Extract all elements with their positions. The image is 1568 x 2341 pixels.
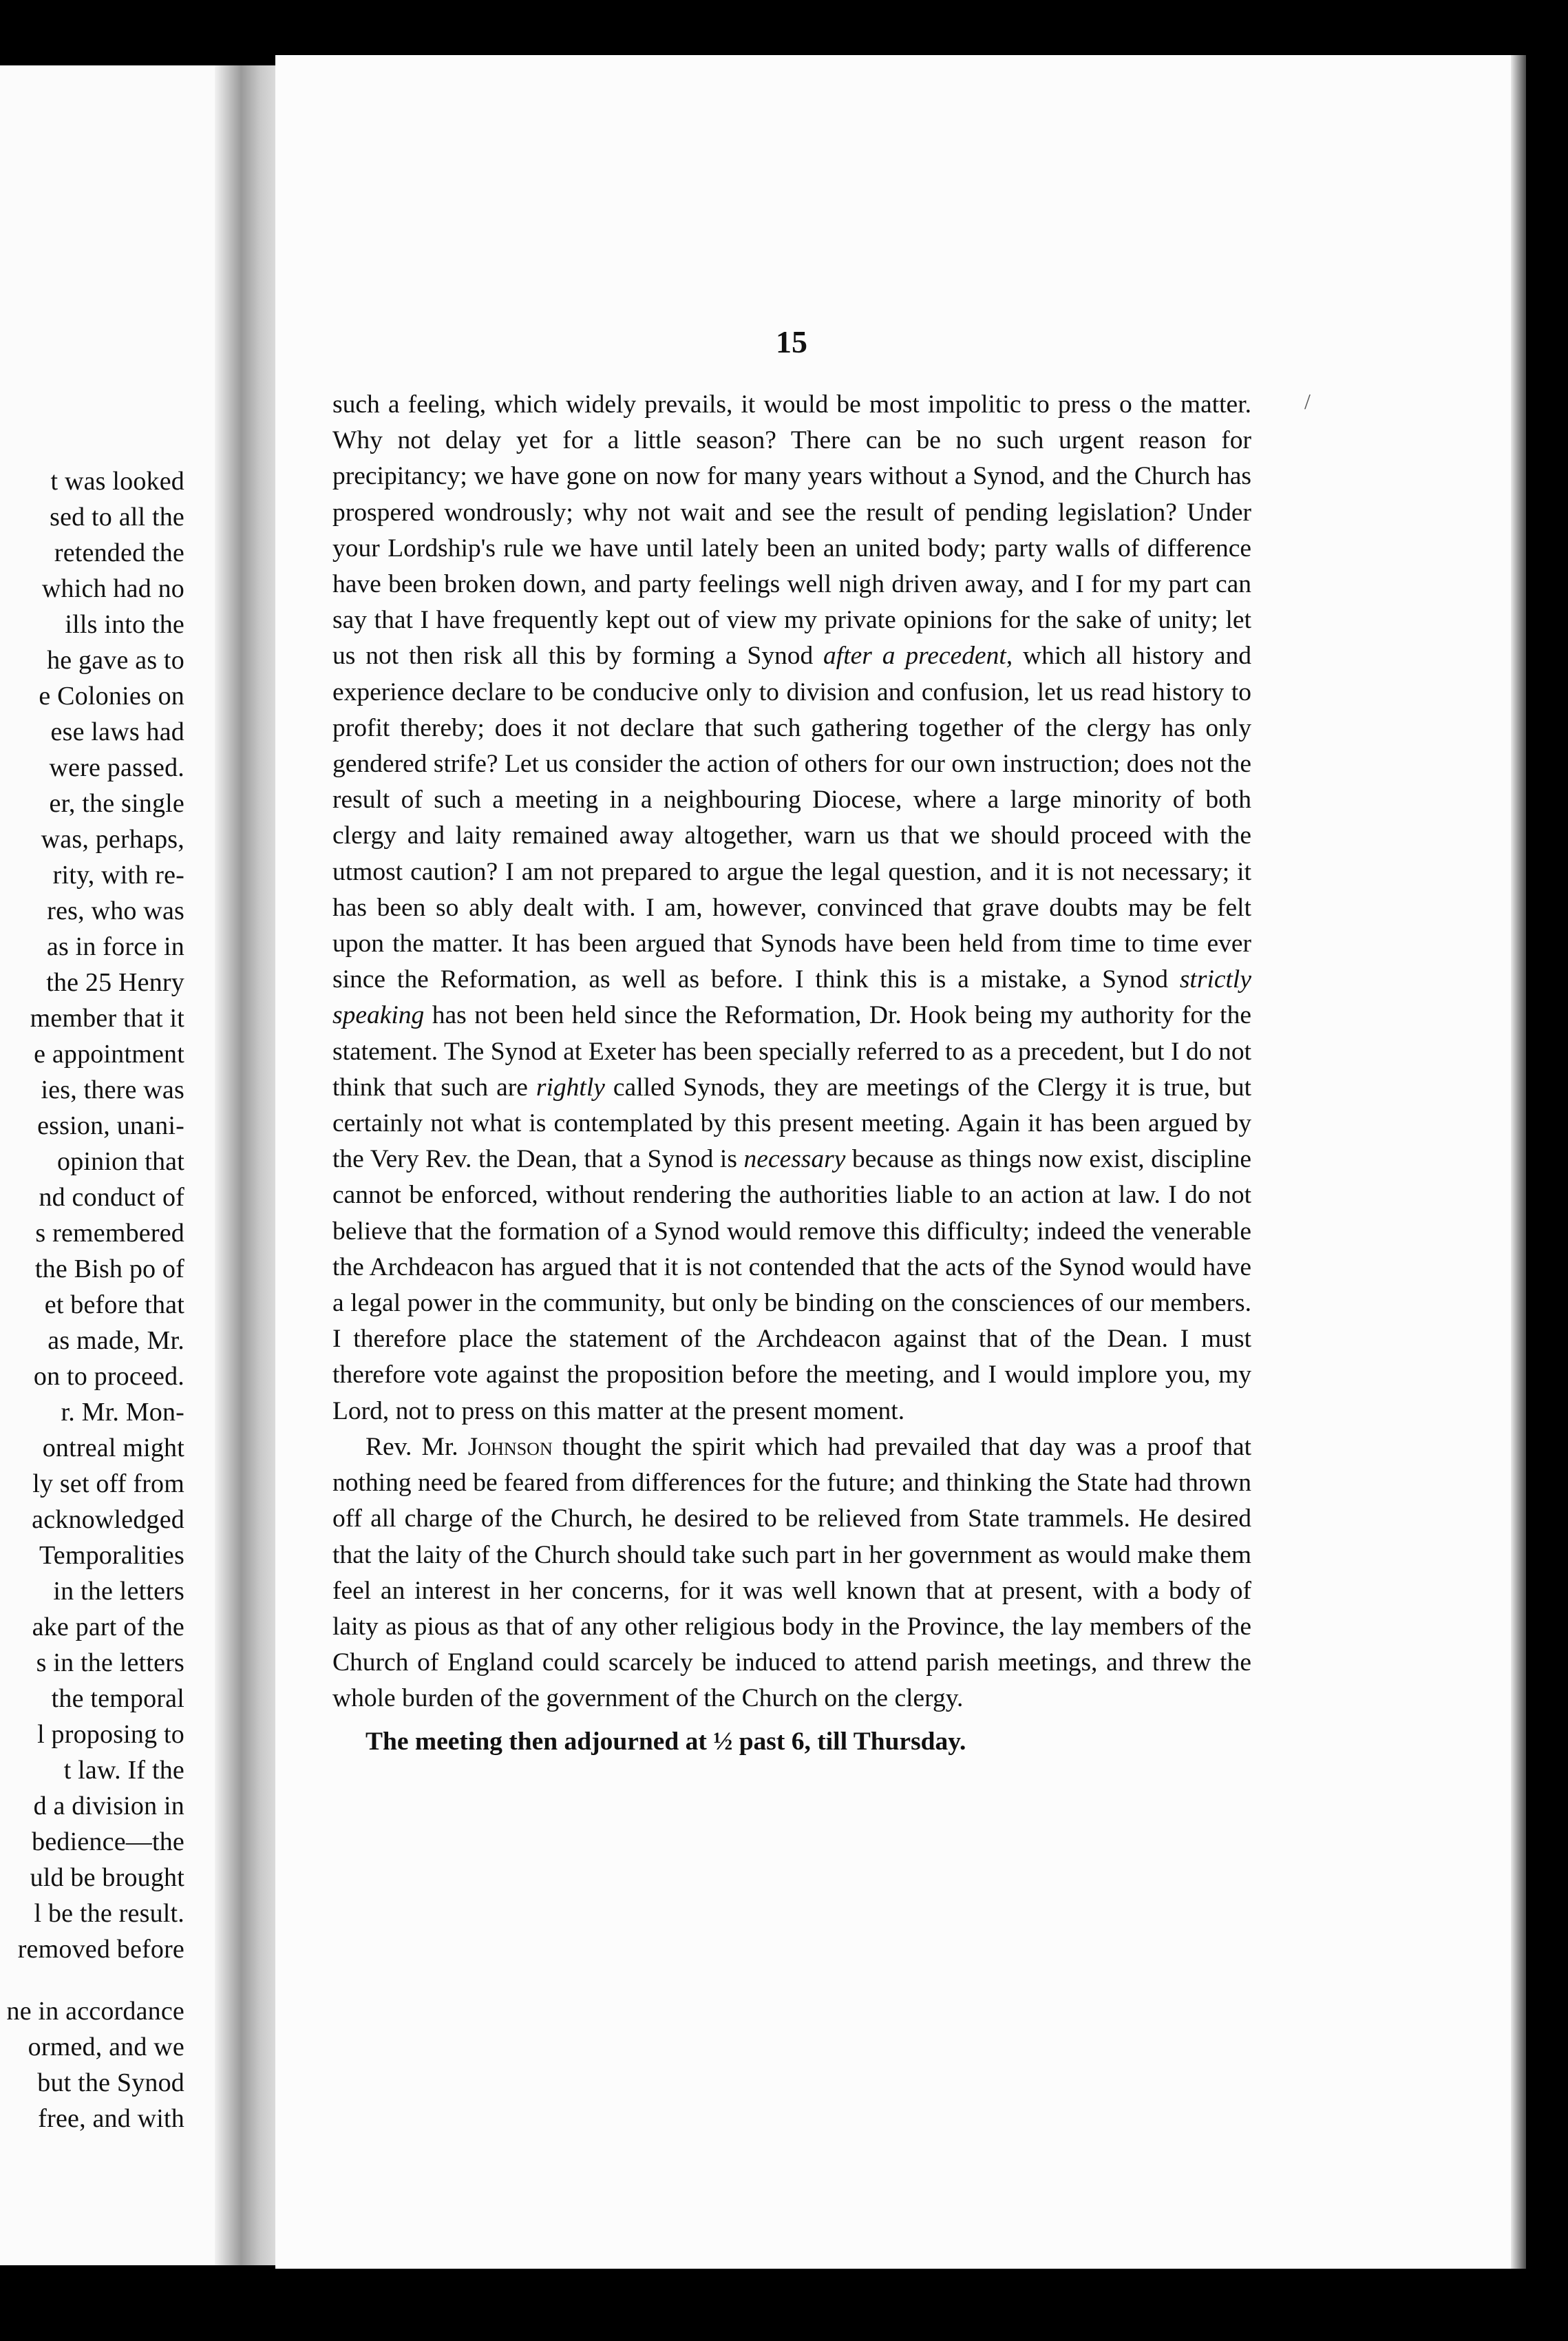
- left-page-line: l proposing to: [37, 1720, 184, 1749]
- margin-mark: /: [1304, 389, 1311, 414]
- left-page-line: rity, with re-: [52, 861, 184, 890]
- paragraph-adjournment: The meeting then adjourned at ½ past 6, till Thursday.: [365, 1727, 966, 1756]
- left-page-line: which had no: [41, 574, 184, 603]
- left-page-line: ese laws had: [50, 717, 184, 746]
- left-page-line: e Colonies on: [39, 682, 184, 711]
- left-page-line: on to proceed.: [33, 1362, 184, 1391]
- italic-phrase: necessary: [743, 1145, 846, 1174]
- speaker-title: Rev. Mr.: [365, 1432, 468, 1461]
- left-page-line: the temporal: [51, 1684, 184, 1713]
- left-page-line: opinion that: [57, 1147, 184, 1176]
- paragraph-text: thought the spirit which had prevailed that day was a proof that nothing need be feared from differences for the future; and thinking the State had thrown off all charge of the Church, he desired to be relieved from State trammels. He desired that the laity of the Church should take such part in her government as would make them feel an interest in her concerns, for it was well known that at present, with a body of laity as pious as that of any other religious body in the Province, the lay members of the Church of England could scarcely be induced to attend parish meetings, and threw the whole burden of the government of the Church on the clergy.: [332, 1432, 1252, 1713]
- left-page-line: uld be brought: [30, 1863, 184, 1892]
- left-page-line: l be the result.: [34, 1899, 184, 1928]
- left-page-line: in the letters: [53, 1577, 184, 1606]
- left-page-line: ills into the: [65, 610, 184, 639]
- left-page: [0, 65, 227, 2265]
- paragraph-text: has not been held since the Reformation, Dr. Hook being my authority for the statement. The Synod at Exeter has been specially referred to as a precedent, but I do not think that such are: [332, 1001, 1251, 1102]
- left-page-line: ies, there was: [41, 1075, 184, 1104]
- left-page-line: he gave as to: [47, 646, 184, 675]
- left-page-line: sed to all the: [50, 503, 184, 532]
- left-page-line: t was looked: [50, 467, 184, 496]
- left-page-line: er, the single: [49, 789, 184, 818]
- left-page-line: were passed.: [49, 753, 184, 782]
- left-page-line: s in the letters: [36, 1648, 184, 1677]
- left-page-line: retended the: [54, 538, 184, 567]
- left-page-line: but the Synod: [37, 2068, 184, 2097]
- left-page-line: s remembered: [35, 1219, 184, 1248]
- italic-phrase: after a precedent,: [823, 642, 1013, 671]
- left-page-line: ontreal might: [42, 1434, 184, 1462]
- left-page-line: ormed, and we: [28, 2033, 184, 2061]
- left-page-line: res, who was: [47, 896, 184, 925]
- left-page-line: as made, Mr.: [47, 1326, 184, 1355]
- page-body: [332, 387, 1251, 1760]
- paragraph-text: such a feeling, which widely prevails, it would be most impolitic to press o the matter. Why not delay yet for a little season? There can be no such urgent reason for precipitancy; we have gone on now for many years without a Synod, and the Church has prospered wondrously; why not wait and see the result of pending legislation? Under your Lordship's rule we have until lately been an united body; party walls of difference have been broken down, and party feelings well nigh driven away, and I for my part can say that I have frequently kept out of view my private opinions for the sake of unity; let us not then risk all this by forming a Synod: [332, 390, 1251, 671]
- paragraph-text: called Synods, they are meetings of the Clergy it is true, but certainly not what is contemplated by this present meeting. Again it has been argued by the Very Rev. the Dean, that a Synod is: [332, 1073, 1251, 1174]
- left-page-line: free, and with: [38, 2104, 184, 2133]
- left-page-line: removed before: [17, 1935, 184, 1964]
- left-page-line: member that it: [30, 1004, 184, 1033]
- left-page-line: ly set off from: [32, 1469, 184, 1498]
- left-page-line: d a division in: [33, 1792, 184, 1820]
- italic-phrase: strictly speaking: [332, 965, 1251, 1030]
- left-page-line: ne in accordance: [6, 1997, 184, 2026]
- left-page-line: as in force in: [46, 932, 184, 961]
- paragraph-text: which all history and experience declare to be conducive only to division and confusion, let us read history to profit thereby; does it not declare that such gathering together of the clergy has only gendered strife? Let us consider the action of others for our own instruction; does not the result of such a meeting in a neighbouring Diocese, where a large minority of both clergy and laity remained away altogether, warn us that we should proceed with the utmost caution? I am not prepared to argue the legal question, and it is not necessary; it has been so ably dealt with. I am, however, convinced that grave doubts may be felt upon the matter. It has been argued that Synods have been held from time to time ever since the Reformation, as well as before. I think this is a mistake, a Synod: [332, 642, 1251, 994]
- left-page-line: ake part of the: [32, 1613, 184, 1641]
- left-page-line: was, perhaps,: [41, 825, 184, 854]
- left-page-line: the 25 Henry: [46, 968, 184, 997]
- left-page-line: ession, unani-: [37, 1111, 184, 1140]
- paragraph-speech: [332, 387, 1251, 1429]
- left-page-line: the Bish po of: [34, 1255, 184, 1283]
- left-page-line: Temporalities: [39, 1541, 184, 1570]
- left-page-line: t law. If the: [63, 1756, 184, 1785]
- paragraph-johnson: [332, 1429, 1251, 1717]
- speaker-name: Johnson: [467, 1432, 553, 1461]
- left-page-line: nd conduct of: [39, 1183, 184, 1212]
- left-page-line: acknowledged: [32, 1505, 184, 1534]
- left-page-line: r. Mr. Mon-: [61, 1398, 184, 1427]
- left-page-line: [0, 1967, 184, 1993]
- page-edge-shadow: [1511, 55, 1526, 2269]
- italic-phrase: rightly: [536, 1073, 605, 1102]
- left-page-line: et before that: [44, 1290, 184, 1319]
- page-number: 15: [776, 324, 807, 359]
- left-page-text-fragments: [0, 463, 184, 2137]
- left-page-line: e appointment: [34, 1040, 184, 1069]
- paragraph-text: because as things now exist, discipline cannot be enforced, without rendering the authorities liable to an action at law. I do not believe that the formation of a Synod would remove this difficulty; indeed the venerable the Archdeacon has argued that it is not contended that the acts of the Synod would have a legal power in the community, but only be binding on the consciences of our members. I therefore place the statement of the Archdeacon against that of the Dean. I must therefore vote against the proposition before the meeting, and I would implore you, my Lord, not to press on this matter at the present moment.: [332, 1145, 1251, 1425]
- left-page-line: bedience—the: [32, 1827, 184, 1856]
